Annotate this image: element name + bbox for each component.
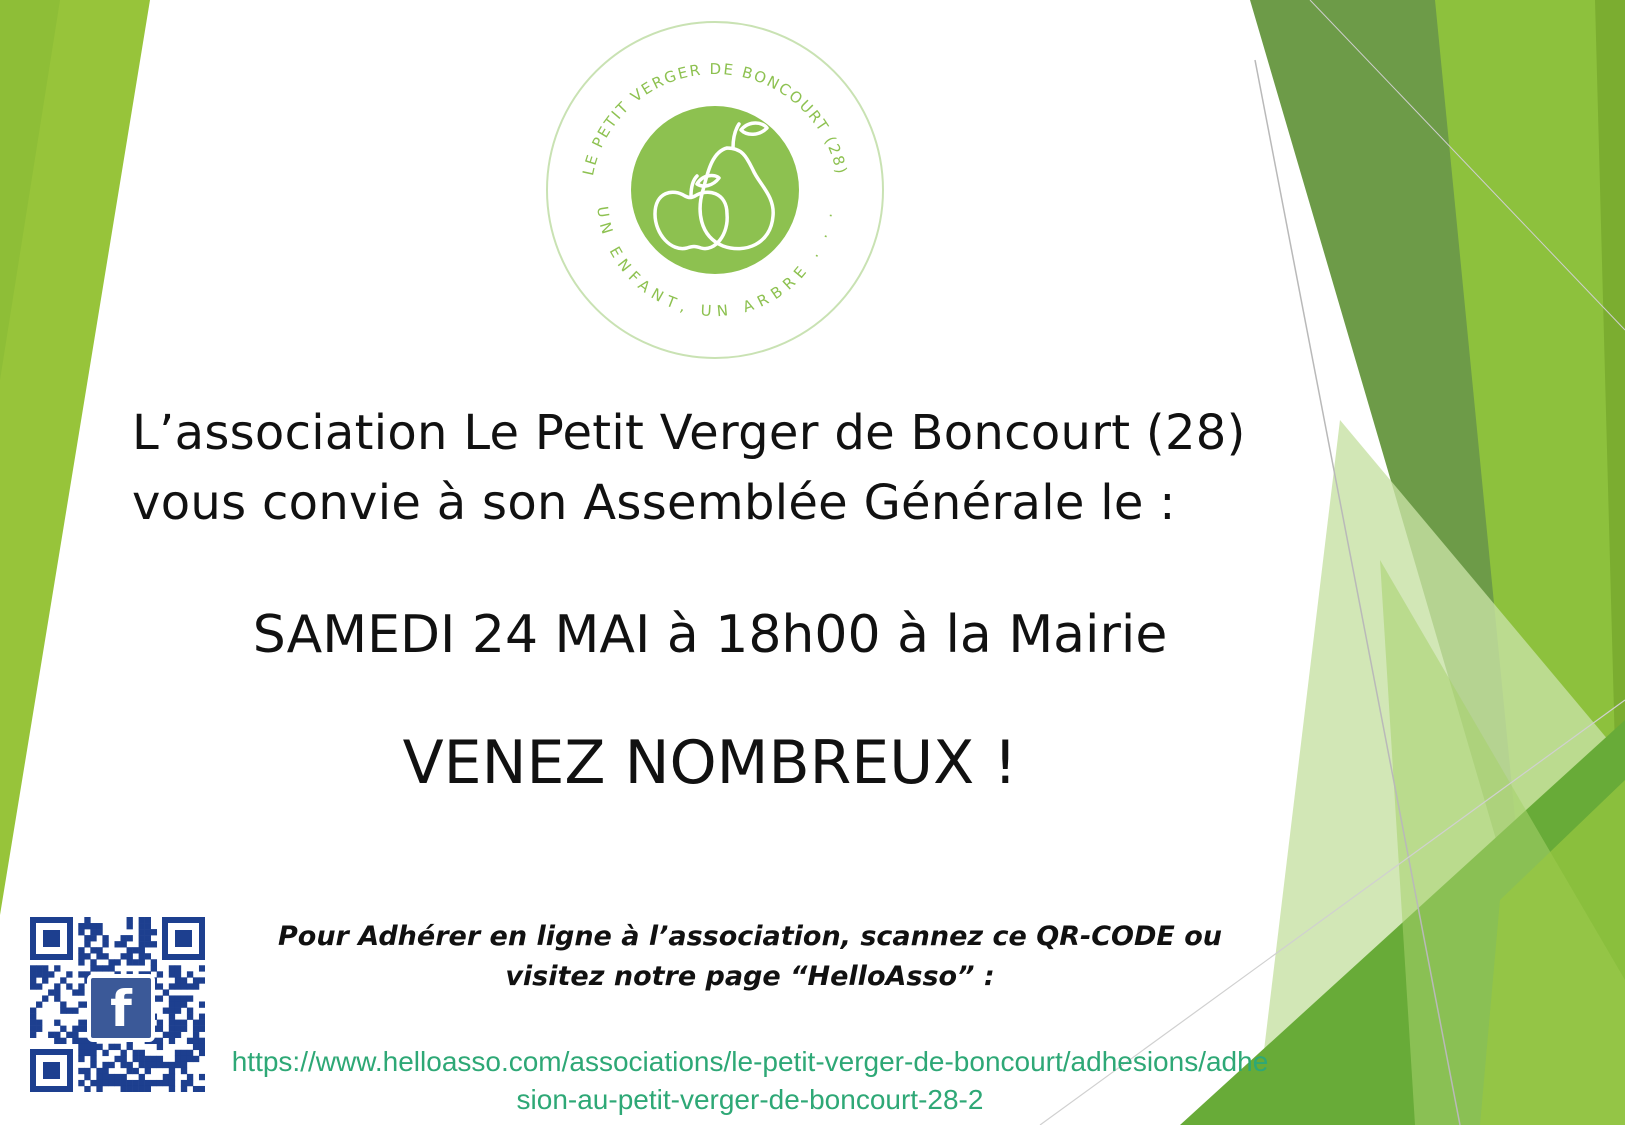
- qr-module: [157, 1056, 163, 1062]
- qr-module: [175, 977, 181, 983]
- qr-module: [199, 1050, 205, 1056]
- qr-module: [54, 965, 60, 971]
- qr-module: [42, 965, 48, 971]
- qr-module: [199, 965, 205, 971]
- qr-module: [78, 929, 84, 935]
- qr-code[interactable]: [30, 917, 205, 1092]
- qr-module: [54, 1020, 60, 1026]
- qr-finder-top-right: [162, 917, 205, 960]
- qr-module: [139, 1062, 145, 1068]
- qr-module: [90, 929, 96, 935]
- qr-module: [96, 1044, 102, 1050]
- qr-module: [114, 1080, 120, 1086]
- qr-module: [157, 1044, 163, 1050]
- qr-module: [102, 965, 108, 971]
- qr-module: [169, 1014, 175, 1020]
- qr-module: [84, 1044, 90, 1050]
- qr-module: [175, 983, 181, 989]
- qr-module: [90, 923, 96, 929]
- qr-module: [181, 1026, 187, 1032]
- qr-module: [102, 1050, 108, 1056]
- qr-module: [78, 923, 84, 929]
- qr-module: [193, 1044, 199, 1050]
- qr-module: [78, 1026, 84, 1032]
- qr-module: [42, 971, 48, 977]
- qr-module: [127, 935, 133, 941]
- qr-module: [66, 983, 72, 989]
- qr-module: [36, 1020, 42, 1026]
- qr-module: [121, 953, 127, 959]
- qr-module: [84, 941, 90, 947]
- membership-line-2: visitez notre page “HelloAsso” :: [505, 961, 995, 992]
- qr-module: [60, 1001, 66, 1007]
- qr-module: [121, 1062, 127, 1068]
- qr-module: [108, 959, 114, 965]
- qr-module: [121, 941, 127, 947]
- qr-module: [48, 1032, 54, 1038]
- membership-line-1: Pour Adhérer en ligne à l’association, scannez ce QR-CODE ou: [278, 921, 1222, 952]
- qr-module: [54, 1038, 60, 1044]
- qr-module: [151, 941, 157, 947]
- qr-module: [145, 1068, 151, 1074]
- qr-module: [157, 983, 163, 989]
- qr-module: [151, 929, 157, 935]
- qr-module: [78, 947, 84, 953]
- qr-module: [181, 977, 187, 983]
- qr-module: [139, 953, 145, 959]
- qr-module: [114, 1074, 120, 1080]
- qr-module: [187, 1038, 193, 1044]
- qr-module: [114, 1044, 120, 1050]
- qr-module: [169, 1001, 175, 1007]
- qr-module: [121, 1080, 127, 1086]
- qr-module: [187, 971, 193, 977]
- qr-module: [127, 923, 133, 929]
- qr-module: [157, 1062, 163, 1068]
- qr-module: [78, 1068, 84, 1074]
- qr-module: [66, 1008, 72, 1014]
- qr-module: [151, 1080, 157, 1086]
- facebook-icon: f: [87, 974, 155, 1042]
- qr-module: [72, 1026, 78, 1032]
- qr-module: [133, 1056, 139, 1062]
- qr-module: [175, 1026, 181, 1032]
- qr-module: [54, 1032, 60, 1038]
- qr-module: [157, 1080, 163, 1086]
- qr-module: [127, 1062, 133, 1068]
- qr-module: [169, 983, 175, 989]
- qr-module: [121, 1074, 127, 1080]
- qr-module: [187, 1014, 193, 1020]
- qr-module: [72, 1008, 78, 1014]
- qr-module: [121, 1056, 127, 1062]
- qr-module: [175, 1001, 181, 1007]
- qr-module: [181, 1050, 187, 1056]
- qr-module: [96, 1074, 102, 1080]
- qr-module: [78, 959, 84, 965]
- qr-module: [199, 1026, 205, 1032]
- qr-module: [78, 1038, 84, 1044]
- qr-module: [54, 989, 60, 995]
- invitation-line-1: L’association Le Petit Verger de Boncourt (28): [132, 405, 1246, 461]
- qr-module: [84, 953, 90, 959]
- qr-module: [96, 1086, 102, 1092]
- qr-module: [30, 1008, 36, 1014]
- qr-module: [78, 1044, 84, 1050]
- qr-module: [193, 1032, 199, 1038]
- qr-module: [90, 1050, 96, 1056]
- qr-module: [121, 1086, 127, 1092]
- qr-module: [78, 1020, 84, 1026]
- qr-module: [133, 1086, 139, 1092]
- qr-module: [169, 995, 175, 1001]
- qr-module: [181, 1086, 187, 1092]
- qr-module: [114, 1056, 120, 1062]
- qr-module: [145, 1062, 151, 1068]
- qr-module: [169, 1032, 175, 1038]
- qr-finder-bottom-left: [30, 1049, 73, 1092]
- qr-module: [84, 917, 90, 923]
- qr-module: [139, 941, 145, 947]
- qr-module: [84, 1050, 90, 1056]
- qr-module: [139, 917, 145, 923]
- qr-module: [181, 1062, 187, 1068]
- qr-module: [169, 965, 175, 971]
- qr-module: [78, 1080, 84, 1086]
- qr-module: [108, 965, 114, 971]
- qr-module: [96, 947, 102, 953]
- qr-module: [193, 1086, 199, 1092]
- qr-module: [78, 1001, 84, 1007]
- qr-module: [139, 929, 145, 935]
- qr-module: [54, 995, 60, 1001]
- qr-module: [175, 1020, 181, 1026]
- qr-module: [145, 923, 151, 929]
- qr-module: [108, 1044, 114, 1050]
- qr-module: [90, 1080, 96, 1086]
- qr-module: [102, 1068, 108, 1074]
- qr-module: [199, 1038, 205, 1044]
- call-to-action: VENEZ NOMBREUX !: [402, 728, 1018, 798]
- qr-module: [108, 1080, 114, 1086]
- qr-module: [163, 1062, 169, 1068]
- qr-module: [84, 1086, 90, 1092]
- qr-module: [163, 1074, 169, 1080]
- qr-module: [36, 971, 42, 977]
- qr-module: [127, 947, 133, 953]
- qr-module: [121, 935, 127, 941]
- qr-module: [90, 1062, 96, 1068]
- qr-module: [187, 1074, 193, 1080]
- qr-module: [193, 1020, 199, 1026]
- qr-module: [175, 965, 181, 971]
- qr-module: [127, 953, 133, 959]
- qr-module: [102, 953, 108, 959]
- qr-module: [187, 1008, 193, 1014]
- qr-module: [169, 971, 175, 977]
- qr-module: [84, 1068, 90, 1074]
- qr-module: [169, 1026, 175, 1032]
- qr-module: [127, 1080, 133, 1086]
- qr-module: [169, 1038, 175, 1044]
- qr-module: [199, 1014, 205, 1020]
- qr-module: [127, 959, 133, 965]
- qr-module: [114, 941, 120, 947]
- qr-module: [96, 1068, 102, 1074]
- qr-module: [145, 935, 151, 941]
- qr-module: [181, 1056, 187, 1062]
- qr-module: [181, 1001, 187, 1007]
- qr-module: [151, 959, 157, 965]
- qr-module: [175, 1032, 181, 1038]
- qr-module: [96, 965, 102, 971]
- qr-module: [78, 1050, 84, 1056]
- qr-module: [90, 1044, 96, 1050]
- qr-module: [139, 935, 145, 941]
- qr-module: [187, 1080, 193, 1086]
- qr-module: [90, 959, 96, 965]
- qr-module: [108, 1062, 114, 1068]
- qr-module: [175, 1056, 181, 1062]
- qr-module: [102, 941, 108, 947]
- qr-module: [60, 1026, 66, 1032]
- qr-module: [60, 977, 66, 983]
- qr-module: [181, 1068, 187, 1074]
- qr-module: [133, 1050, 139, 1056]
- qr-module: [199, 977, 205, 983]
- qr-module: [133, 1080, 139, 1086]
- qr-module: [175, 1008, 181, 1014]
- qr-module: [175, 995, 181, 1001]
- association-logo: [545, 20, 885, 360]
- qr-module: [199, 1001, 205, 1007]
- qr-module: [175, 1050, 181, 1056]
- qr-module: [145, 929, 151, 935]
- qr-module: [145, 917, 151, 923]
- qr-module: [78, 971, 84, 977]
- qr-module: [30, 965, 36, 971]
- logo-top-text: LE PETIT VERGER DE BONCOURT (28): [579, 59, 851, 178]
- qr-module: [181, 983, 187, 989]
- helloasso-link[interactable]: https://www.helloasso.com/associations/le-petit-verger-de-boncourt/adhesions/adhesion-au-petit-verger-de-boncourt-28-2: [231, 1046, 1269, 1115]
- qr-module: [175, 971, 181, 977]
- qr-module: [199, 1044, 205, 1050]
- qr-module: [193, 1026, 199, 1032]
- qr-module: [36, 1026, 42, 1032]
- qr-module: [36, 1001, 42, 1007]
- qr-module: [127, 917, 133, 923]
- qr-module: [187, 1056, 193, 1062]
- qr-module: [139, 1074, 145, 1080]
- qr-module: [96, 923, 102, 929]
- qr-module: [36, 965, 42, 971]
- qr-module: [127, 1044, 133, 1050]
- qr-module: [48, 989, 54, 995]
- qr-module: [102, 1062, 108, 1068]
- qr-module: [30, 1026, 36, 1032]
- qr-module: [66, 1032, 72, 1038]
- qr-module: [139, 1080, 145, 1086]
- qr-module: [169, 1020, 175, 1026]
- qr-module: [157, 1020, 163, 1026]
- qr-module: [157, 1038, 163, 1044]
- qr-module: [145, 941, 151, 947]
- qr-module: [169, 1074, 175, 1080]
- qr-module: [139, 1050, 145, 1056]
- invitation-line-2: vous convie à son Assemblée Générale le :: [132, 475, 1176, 531]
- qr-module: [193, 983, 199, 989]
- membership-instructions: [230, 917, 1270, 997]
- event-date-location: SAMEDI 24 MAI à 18h00 à la Mairie: [252, 605, 1168, 665]
- qr-module: [30, 1032, 36, 1038]
- qr-module: [48, 971, 54, 977]
- qr-module: [187, 995, 193, 1001]
- qr-module: [169, 1080, 175, 1086]
- qr-module: [157, 995, 163, 1001]
- qr-finder-top-left: [30, 917, 73, 960]
- qr-module: [30, 977, 36, 983]
- qr-module: [145, 1086, 151, 1092]
- qr-module: [199, 1074, 205, 1080]
- qr-module: [78, 953, 84, 959]
- qr-module: [151, 1062, 157, 1068]
- qr-module: [30, 983, 36, 989]
- qr-module: [199, 1020, 205, 1026]
- qr-module: [151, 965, 157, 971]
- qr-module: [139, 1086, 145, 1092]
- qr-module: [139, 947, 145, 953]
- qr-module: [145, 1080, 151, 1086]
- logo-bottom-text: UN ENFANT, UN ARBRE . . .: [593, 205, 837, 321]
- qr-module: [163, 989, 169, 995]
- qr-module: [163, 1080, 169, 1086]
- qr-module: [90, 947, 96, 953]
- qr-module: [72, 1032, 78, 1038]
- invitation-text: [132, 398, 1352, 538]
- qr-module: [60, 1038, 66, 1044]
- qr-module: [114, 959, 120, 965]
- qr-module: [139, 1056, 145, 1062]
- qr-module: [133, 1068, 139, 1074]
- qr-module: [84, 1074, 90, 1080]
- qr-module: [84, 923, 90, 929]
- qr-module: [78, 989, 84, 995]
- qr-module: [181, 1080, 187, 1086]
- qr-module: [30, 1014, 36, 1020]
- qr-module: [163, 1032, 169, 1038]
- qr-module: [169, 1008, 175, 1014]
- qr-module: [133, 959, 139, 965]
- qr-module: [193, 977, 199, 983]
- qr-module: [108, 1074, 114, 1080]
- qr-module: [42, 977, 48, 983]
- qr-module: [145, 953, 151, 959]
- qr-module: [145, 1056, 151, 1062]
- qr-module: [169, 1086, 175, 1092]
- qr-module: [127, 1086, 133, 1092]
- qr-module: [127, 1068, 133, 1074]
- qr-module: [96, 1080, 102, 1086]
- qr-module: [169, 1062, 175, 1068]
- qr-module: [54, 983, 60, 989]
- qr-module: [30, 1020, 36, 1026]
- qr-module: [60, 1008, 66, 1014]
- qr-module: [163, 1008, 169, 1014]
- qr-module: [157, 1026, 163, 1032]
- qr-module: [42, 995, 48, 1001]
- qr-module: [78, 983, 84, 989]
- qr-module: [187, 983, 193, 989]
- qr-module: [175, 1062, 181, 1068]
- qr-module: [193, 1056, 199, 1062]
- qr-module: [193, 1038, 199, 1044]
- qr-module: [157, 971, 163, 977]
- qr-module: [96, 953, 102, 959]
- qr-module: [30, 971, 36, 977]
- qr-module: [72, 989, 78, 995]
- qr-module: [102, 1080, 108, 1086]
- qr-module: [181, 1020, 187, 1026]
- qr-module: [187, 1050, 193, 1056]
- qr-module: [139, 923, 145, 929]
- qr-module: [90, 965, 96, 971]
- qr-module: [72, 1038, 78, 1044]
- qr-module: [121, 1050, 127, 1056]
- qr-module: [36, 983, 42, 989]
- qr-module: [139, 959, 145, 965]
- qr-module: [84, 935, 90, 941]
- qr-module: [90, 935, 96, 941]
- qr-module: [90, 1056, 96, 1062]
- qr-module: [199, 1086, 205, 1092]
- qr-module: [133, 947, 139, 953]
- qr-module: [169, 1068, 175, 1074]
- qr-module: [102, 935, 108, 941]
- qr-module: [102, 1074, 108, 1080]
- qr-module: [66, 971, 72, 977]
- qr-module: [78, 1056, 84, 1062]
- qr-module: [181, 995, 187, 1001]
- qr-module: [151, 1056, 157, 1062]
- qr-module: [96, 929, 102, 935]
